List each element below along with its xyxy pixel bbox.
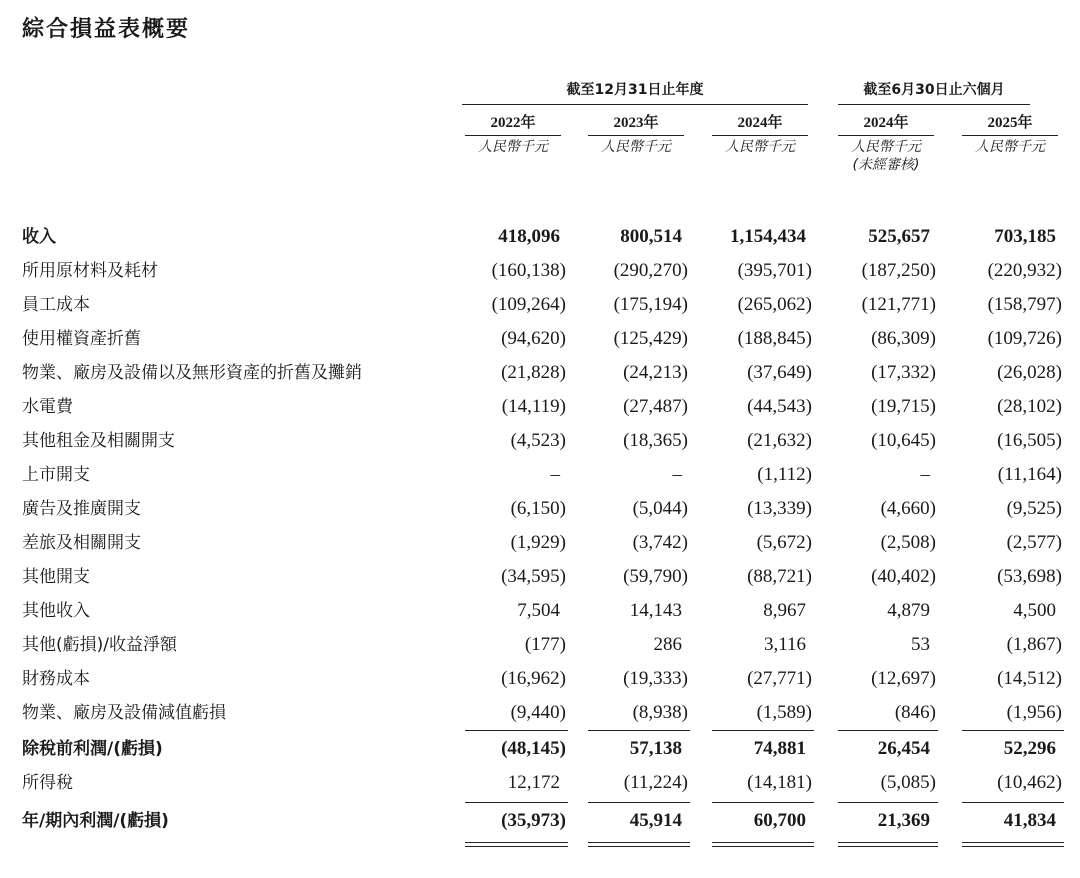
cell-value: (2,508) <box>880 532 936 553</box>
cell-value: (175,194) <box>613 294 688 315</box>
column-header-1 <box>465 113 561 158</box>
column-year: 2022年 <box>465 113 561 136</box>
row-label-text: 廣告及推廣開支 <box>22 499 141 519</box>
row-label-text: 除稅前利潤/(虧損) <box>22 739 163 759</box>
table-row <box>0 732 1080 766</box>
double-rule <box>465 842 568 847</box>
cell-value: (12,697) <box>871 668 936 689</box>
row-label-text: 財務成本 <box>22 669 90 689</box>
cell-value: (13,339) <box>747 498 812 519</box>
cell-value: 3,116 <box>763 634 806 655</box>
table-row <box>0 628 1080 662</box>
column-header-4 <box>838 113 934 176</box>
double-rule <box>712 842 814 847</box>
cell-value: (187,250) <box>861 260 936 281</box>
row-label-text: 使用權資產折舊 <box>22 329 141 349</box>
cell-value: (18,365) <box>623 430 688 451</box>
cell-value: (5,044) <box>632 498 688 519</box>
cell-value: (4,523) <box>510 430 566 451</box>
cell-value: (48,145) <box>501 738 566 759</box>
row-label <box>22 560 430 594</box>
cell-value: – <box>550 464 560 485</box>
cell-value: (1,956) <box>1006 702 1062 723</box>
row-label-text: 其他收入 <box>22 601 90 621</box>
row-label <box>22 628 430 662</box>
cell-value: 7,504 <box>517 600 560 621</box>
cell-value: 703,185 <box>994 226 1056 247</box>
column-unit: 人民幣千元 <box>851 139 921 155</box>
column-year: 2023年 <box>588 113 684 136</box>
cell-value: (16,962) <box>501 668 566 689</box>
table-row <box>0 322 1080 356</box>
cell-value: (17,332) <box>871 362 936 383</box>
row-label <box>22 322 430 356</box>
cell-value: (188,845) <box>737 328 812 349</box>
cell-value: (19,333) <box>623 668 688 689</box>
row-label <box>22 804 430 838</box>
cell-value: (121,771) <box>861 294 936 315</box>
column-year: 2024年 <box>712 113 808 136</box>
table-row <box>0 424 1080 458</box>
cell-value: (8,938) <box>632 702 688 723</box>
cell-value: (177) <box>524 634 566 655</box>
cell-value: (109,726) <box>987 328 1062 349</box>
cell-value: 53 <box>911 634 930 655</box>
cell-value: (28,102) <box>997 396 1062 417</box>
double-rule <box>838 842 938 847</box>
row-label-text: 水電費 <box>22 397 73 417</box>
table-row <box>0 356 1080 390</box>
single-rule <box>712 730 814 731</box>
cell-value: 52,296 <box>1003 738 1056 759</box>
cell-value: (44,543) <box>747 396 812 417</box>
cell-value: (37,649) <box>747 362 812 383</box>
cell-value: (40,402) <box>871 566 936 587</box>
row-label <box>22 732 430 766</box>
cell-value: (86,309) <box>871 328 936 349</box>
table-row <box>0 458 1080 492</box>
column-header-5 <box>962 113 1058 158</box>
row-label <box>22 662 430 696</box>
row-label-text: 物業、廠房及設備以及無形資產的折舊及攤銷 <box>22 363 362 383</box>
row-label-text: 所得稅 <box>22 773 73 793</box>
cell-value: (395,701) <box>737 260 812 281</box>
cell-value: – <box>672 464 682 485</box>
cell-value: (5,085) <box>880 772 936 793</box>
row-label-text: 上市開支 <box>22 465 90 485</box>
cell-value: – <box>920 464 930 485</box>
cell-value: (6,150) <box>510 498 566 519</box>
cell-value: (846) <box>894 702 936 723</box>
single-rule <box>588 802 690 803</box>
cell-value: (1,867) <box>1006 634 1062 655</box>
cell-value: (27,771) <box>747 668 812 689</box>
single-rule <box>838 730 938 731</box>
row-label-text: 員工成本 <box>22 295 90 315</box>
cell-value: (53,698) <box>997 566 1062 587</box>
table-row <box>0 804 1080 838</box>
column-header-3 <box>712 113 808 158</box>
table-row <box>0 594 1080 628</box>
row-label <box>22 220 430 254</box>
single-rule <box>962 802 1064 803</box>
cell-value: 1,154,434 <box>730 226 806 247</box>
cell-value: 57,138 <box>629 738 682 759</box>
column-unit: 人民幣千元 <box>478 139 548 155</box>
cell-value: (88,721) <box>747 566 812 587</box>
cell-value: (16,505) <box>997 430 1062 451</box>
cell-value: 45,914 <box>629 810 682 831</box>
cell-value: (1,929) <box>510 532 566 553</box>
cell-value: (1,112) <box>757 464 812 485</box>
row-label-text: 物業、廠房及設備減值虧損 <box>22 703 226 723</box>
column-unit: 人民幣千元 <box>725 139 795 155</box>
row-label <box>22 424 430 458</box>
row-label-text: 差旅及相關開支 <box>22 533 141 553</box>
double-rule <box>962 842 1064 847</box>
cell-value: (21,828) <box>501 362 566 383</box>
row-label-text: 年/期內利潤/(虧損) <box>22 811 169 831</box>
row-label <box>22 492 430 526</box>
cell-value: (11,224) <box>623 772 688 793</box>
row-label-text: 收入 <box>22 227 56 247</box>
cell-value: (14,119) <box>501 396 566 417</box>
column-header-2 <box>588 113 684 158</box>
cell-value: (10,462) <box>997 772 1062 793</box>
cell-value: (9,525) <box>1006 498 1062 519</box>
table-row <box>0 492 1080 526</box>
cell-value: (24,213) <box>623 362 688 383</box>
table-row <box>0 390 1080 424</box>
table-row <box>0 766 1080 800</box>
cell-value: 74,881 <box>753 738 806 759</box>
row-label-text: 其他開支 <box>22 567 90 587</box>
cell-value: (59,790) <box>623 566 688 587</box>
cell-value: (19,715) <box>871 396 936 417</box>
cell-value: (109,264) <box>491 294 566 315</box>
cell-value: 525,657 <box>868 226 930 247</box>
table-row <box>0 662 1080 696</box>
cell-value: (1,589) <box>756 702 812 723</box>
row-label <box>22 288 430 322</box>
cell-value: 800,514 <box>620 226 682 247</box>
table-row <box>0 288 1080 322</box>
cell-value: 286 <box>653 634 682 655</box>
cell-value: 12,172 <box>507 772 560 793</box>
cell-value: 418,096 <box>498 226 560 247</box>
cell-value: 4,500 <box>1013 600 1056 621</box>
table-row <box>0 254 1080 288</box>
cell-value: 14,143 <box>629 600 682 621</box>
cell-value: (21,632) <box>747 430 812 451</box>
single-rule <box>712 802 814 803</box>
cell-value: (14,512) <box>997 668 1062 689</box>
single-rule <box>962 730 1064 731</box>
row-label <box>22 594 430 628</box>
column-unit: 人民幣千元 <box>975 139 1045 155</box>
cell-value: (34,595) <box>501 566 566 587</box>
row-label <box>22 526 430 560</box>
cell-value: 41,834 <box>1003 810 1056 831</box>
cell-value: (158,797) <box>987 294 1062 315</box>
cell-value: (160,138) <box>491 260 566 281</box>
cell-value: 60,700 <box>753 810 806 831</box>
cell-value: (35,973) <box>501 810 566 831</box>
column-note: (未經審核) <box>852 157 920 173</box>
row-label <box>22 458 430 492</box>
cell-value: 21,369 <box>877 810 930 831</box>
table-row <box>0 560 1080 594</box>
cell-value: (27,487) <box>623 396 688 417</box>
single-rule <box>588 730 690 731</box>
cell-value: (125,429) <box>613 328 688 349</box>
table-row <box>0 220 1080 254</box>
column-year: 2025年 <box>962 113 1058 136</box>
single-rule <box>465 730 568 731</box>
cell-value: (26,028) <box>997 362 1062 383</box>
row-label-text: 其他租金及相關開支 <box>22 431 175 451</box>
cell-value: (14,181) <box>747 772 812 793</box>
column-unit: 人民幣千元 <box>601 139 671 155</box>
row-label <box>22 254 430 288</box>
cell-value: 4,879 <box>887 600 930 621</box>
row-label <box>22 766 430 800</box>
cell-value: (4,660) <box>880 498 936 519</box>
page-title: 綜合損益表概要 <box>22 17 191 42</box>
cell-value: (10,645) <box>871 430 936 451</box>
cell-value: (290,270) <box>613 260 688 281</box>
cell-value: 26,454 <box>877 738 930 759</box>
group-header-fiscal-year: 截至12月31日止年度 <box>462 80 808 105</box>
double-rule <box>588 842 690 847</box>
cell-value: (9,440) <box>510 702 566 723</box>
table-row <box>0 526 1080 560</box>
row-label <box>22 356 430 390</box>
cell-value: (94,620) <box>501 328 566 349</box>
single-rule <box>838 802 938 803</box>
row-label-text: 所用原材料及耗材 <box>22 261 158 281</box>
row-label <box>22 390 430 424</box>
cell-value: 8,967 <box>763 600 806 621</box>
single-rule <box>465 802 568 803</box>
table-row <box>0 696 1080 730</box>
cell-value: (3,742) <box>632 532 688 553</box>
row-label-text: 其他(虧損)/收益淨額 <box>22 635 177 655</box>
cell-value: (220,932) <box>987 260 1062 281</box>
row-label <box>22 696 430 730</box>
cell-value: (5,672) <box>756 532 812 553</box>
cell-value: (11,164) <box>997 464 1062 485</box>
cell-value: (2,577) <box>1006 532 1062 553</box>
group-header-six-months: 截至6月30日止六個月 <box>838 80 1030 105</box>
cell-value: (265,062) <box>737 294 812 315</box>
column-year: 2024年 <box>838 113 934 136</box>
